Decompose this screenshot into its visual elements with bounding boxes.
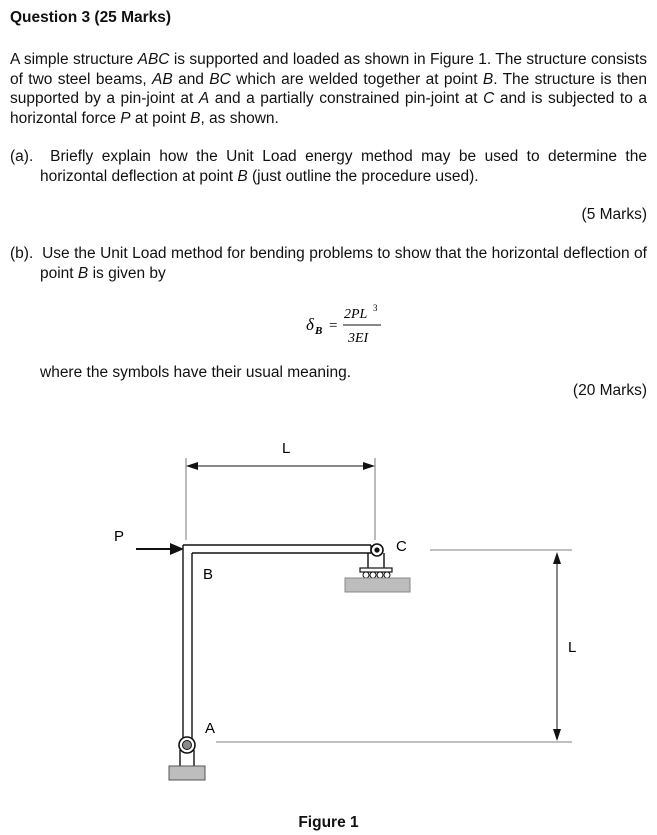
force-label-p: P xyxy=(114,528,125,545)
where-text: where the symbols have their usual meaning. xyxy=(40,364,352,381)
figure-caption: Figure 1 xyxy=(298,814,359,831)
pin-a-center xyxy=(183,741,192,750)
formula-subscript: B xyxy=(315,325,323,337)
dimension-label-right: L xyxy=(568,639,577,656)
dimension-arrow-up xyxy=(553,552,561,564)
force-p-arrowhead xyxy=(170,543,184,555)
roller-wheel-icon xyxy=(384,572,390,578)
formula-numerator: 2PL xyxy=(344,307,368,322)
dimension-arrow-left xyxy=(186,462,198,470)
part-a-label: (a). xyxy=(10,148,34,165)
part-a: (a). Briefly explain how the Unit Load energy method may be used to determine the horizontal deflection at point B (just outline the procedure used). xyxy=(10,148,647,185)
figure-1-diagram xyxy=(0,430,657,810)
question-intro: A simple structure ABC is supported and loaded as shown in Figure 1. The structure consists of two steel beams, AB and BC which are welded together at point B. The structure is then supported by a pin-joint at A and a partially constrained pin-joint at C and is subjected to a horizontal force P at point B, as shown. xyxy=(10,51,647,127)
roller-plate xyxy=(360,568,392,572)
dimension-label-top: L xyxy=(282,440,291,457)
roller-wheel-icon xyxy=(377,572,383,578)
joint-label-c: C xyxy=(396,538,407,555)
part-b-marks: (20 Marks) xyxy=(572,382,647,399)
dimension-arrow-right xyxy=(363,462,375,470)
question-title: Question 3 (25 Marks) xyxy=(10,9,172,26)
roller-wheel-icon xyxy=(363,572,369,578)
dimension-arrow-down xyxy=(553,729,561,741)
formula-denominator: 3EI xyxy=(348,331,369,346)
joint-label-b: B xyxy=(203,566,214,583)
ground-c xyxy=(345,578,410,592)
formula-equals: = xyxy=(329,318,338,334)
roller-wheel-icon xyxy=(370,572,376,578)
part-a-marks: (5 Marks) xyxy=(581,206,647,223)
deflection-formula xyxy=(0,300,657,350)
formula-exponent: 3 xyxy=(373,303,378,313)
pin-c-center xyxy=(374,547,379,552)
joint-label-a: A xyxy=(205,720,216,737)
ground-a xyxy=(169,766,205,780)
part-b-label: (b). xyxy=(10,245,34,262)
part-b: (b). Use the Unit Load method for bending problems to show that the horizontal deflection of point B is given by xyxy=(10,245,647,282)
formula-delta: δ xyxy=(306,315,314,334)
